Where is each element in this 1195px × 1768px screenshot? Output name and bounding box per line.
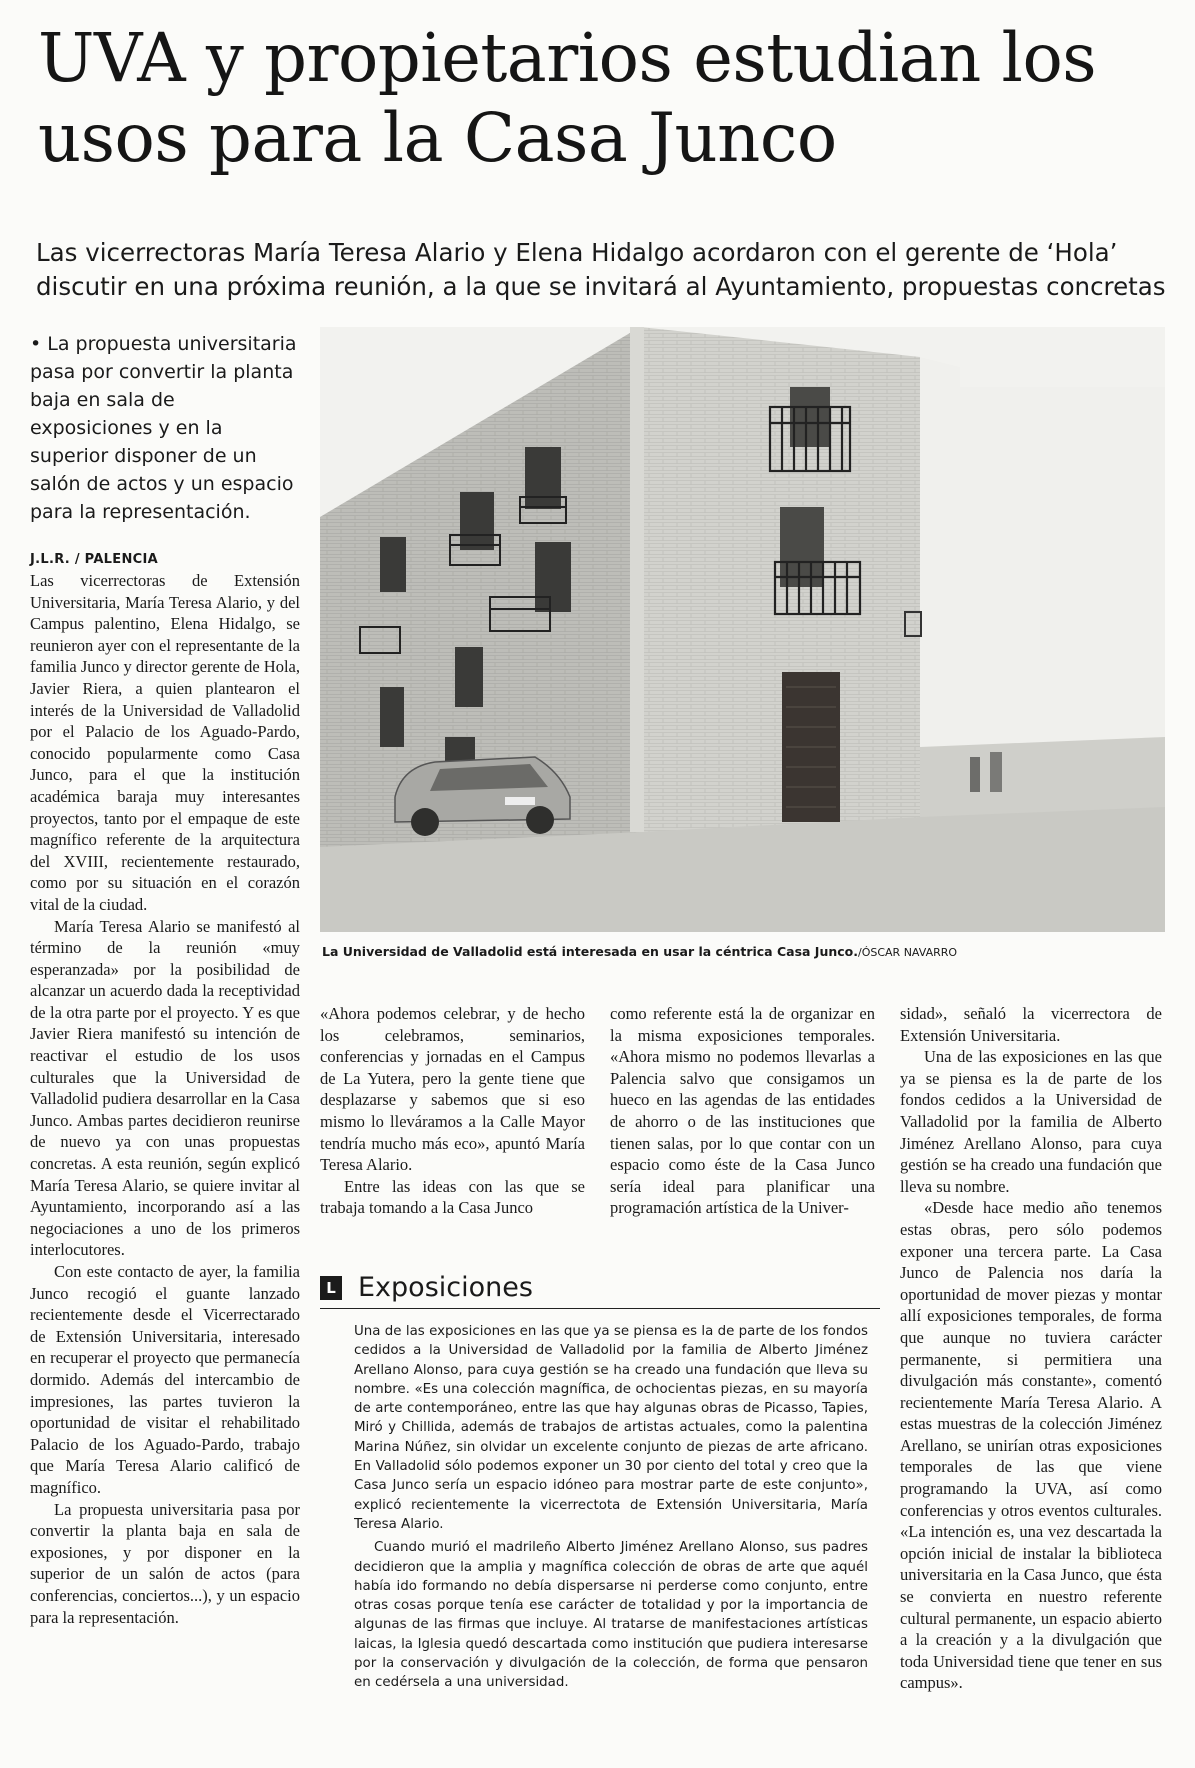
sidebar-box-text xyxy=(354,1322,868,1758)
paragraph: Con este contacto de ayer, la familia Junco recogió el guante lanzado recientemente desde el Vicerrectarado de Extensión Universitaria, interesado en recuperar el proyecto que permanecía dormido. Además del intercambio de impresiones, las partes tuvieron la oportunidad de visitar el rehabilitado Palacio de los Aguado-Pardo, trabajo que María Teresa Alario calificó de magnífico. xyxy=(30,1262,300,1497)
paragraph: La propuesta universitaria pasa por convertir la planta baja en sala de exposiones, y por disponer en la superior de un salón de actos (para conferencias, conciertos...), y un espacio para la representación. xyxy=(30,1499,300,1627)
photo-credit: /ÓSCAR NAVARRO xyxy=(858,946,958,959)
paragraph: sidad», señaló la vicerrectora de Extensión Universitaria. xyxy=(900,1004,1162,1045)
casa-junco-illustration xyxy=(320,327,1165,932)
building-photo xyxy=(320,327,1165,932)
paragraph: como referente está la de organizar en la misma exposiciones temporales. «Ahora mismo no podemos llevarlas a Palencia salvo que consigamos un hueco en las agendas de las entidades de ahorro o de las instituciones que tienen salas, por lo que contar con un espacio como éste de la Casa Junco sería ideal para planificar una programación artística de la Univer- xyxy=(610,1004,875,1218)
caption-text: La Universidad de Valladolid está interesada en usar la céntrica Casa Junco. xyxy=(322,944,858,959)
paragraph: «Ahora podemos celebrar, y de hecho los celebramos, seminarios, conferencias y jornadas en el Campus de La Yutera, pero la gente tiene que desplazarse y sabemos que si eso mismo lo lleváramos a la Calle Mayor tendría mucho más eco», apuntó María Teresa Alario. xyxy=(320,1004,585,1175)
byline: J.L.R. / PALENCIA xyxy=(30,552,158,567)
paragraph: María Teresa Alario se manifestó al término de la reunión «muy esperanzada» por la posibilidad de alcanzar un acuerdo dada la receptividad de la otra parte por el proyecto. Y es que Javier Riera manifestó su intención de reactivar el estudio de los usos culturales que la Universidad de Valladolid pudiera desarrollar en la Casa Junco. Ambas partes decidieron reunirse de nuevo ya con unas propuestas concretas. A esta reunión, según explicó María Teresa Alario, se quiere invitar al Ayuntamiento, incorporando así a las negociaciones a uno de los primeros interlocutores. xyxy=(30,916,300,1260)
subheadline: Las vicerrectoras María Teresa Alario y Elena Hidalgo acordaron con el gerente de ‘Hola’ discutir en una próxima reunión, a la que se invitará al Ayuntamiento, propuestas concretas xyxy=(36,238,1166,301)
paragraph: «Desde hace medio año tenemos estas obras, pero sólo podemos exponer una tercera parte. La Casa Junco de Palencia nos daría la oportunidad de mover piezas y montar allí exposiciones temporales, de forma que aunque no tuviera carácter permanente, si permitiera una divulgación más constante», comentó recientemente María Teresa Alario. A estas muestras de la colección Jiménez Arellano, se unirían otras exposiciones temporales de las que viene programando la UVA, así como conferencias y otros eventos culturales. «La intención es, una vez descartada la opción inicial de instalar la biblioteca universitaria en la Casa Junco, que ésta se convierta en nuestro referente cultural permanente, un espacio abierto a la creación y a la divulgación que toda Universidad tiene que tener en sus campus». xyxy=(900,1198,1162,1693)
paragraph: Entre las ideas con las que se trabaja tomando a la Casa Junco xyxy=(320,1176,585,1218)
paragraph: Las vicerrectoras de Extensión Universitaria, María Teresa Alario, y del Campus palentino, Elena Hidalgo, se reunieron ayer con el representante de la familia Junco y director gerente de Hola, Javier Riera, a quien plantearon el interés de la Universidad de Valladolid por el Palacio de los Aguado-Pardo, conocido popularmente como Casa Junco, para el que la institución académica baraja muy interesantes proyectos, tanto por el empaque de este magnífico referente de la arquitectura del XVIII, recientemente restaurado, como por su situación en el corazón vital de la ciudad. xyxy=(30,571,300,914)
headline: UVA y propietarios estudian los usos para la Casa Junco xyxy=(38,19,1097,177)
body-column-1 xyxy=(30,570,300,1760)
photo-caption xyxy=(322,944,957,959)
sidebar-box-title: Exposiciones xyxy=(358,1272,533,1303)
section-marker-icon: L xyxy=(320,1276,342,1300)
body-column-2 xyxy=(320,1003,585,1243)
body-column-3 xyxy=(610,1003,875,1243)
highlight-summary: • La propuesta universitaria pasa por convertir la planta baja en sala de exposiciones y en la superior disponer de un salón de actos y un espacio para la representación. xyxy=(30,333,297,523)
body-column-4 xyxy=(900,1003,1162,1753)
paragraph: Cuando murió el madrileño Alberto Jiménez Arellano Alonso, sus padres decidieron que la amplia y magnífica colección de obras de arte que aquél había ido formando no debía dispersarse ni perderse como conjunto, entre otras cosas porque tenía ese carácter de totalidad y por la importancia de algunas de las firmas que incluye. Al tratarse de manifestaciones artísticas laicas, la Iglesia quedó descartada como institución que pudiera interesarse por la conservación y divulgación de la colección, de forma que pensaron en cedérsela a una universidad. xyxy=(354,1540,868,1691)
paragraph: Una de las exposiciones en las que ya se piensa es la de parte de los fondos cedidos a la Universidad de Valladolid por la familia de Alberto Jiménez Arellano Alonso, para cuya gestión se ha creado una fundación que lleva su nombre. «Es una colección magnífica, de ochocientas piezas, en su mayoría de arte contemporáneo, entre las que hay algunas obras de Picasso, Tapies, Miró y Chillida, además de trabajos de artistas actuales, como la palentina Marina Núñez, sin olvidar un excelente conjunto de piezas de arte africano. En Valladolid sólo podemos exponer un 30 por ciento del total y creo que la Casa Junco sería un espacio idóneo para mostrar parte de este conjunto», explicó recientemente la vicerrectota de Extensión Universitaria, María Teresa Alario. xyxy=(354,1324,868,1532)
sidebar-box-header xyxy=(320,1270,880,1309)
paragraph: Una de las exposiciones en las que ya se piensa es la de parte de los fondos cedidos a la Universidad de Valladolid por la familia de Alberto Jiménez Arellano Alonso, para cuya gestión se ha creado una fundación que lleva su nombre. xyxy=(900,1047,1162,1196)
